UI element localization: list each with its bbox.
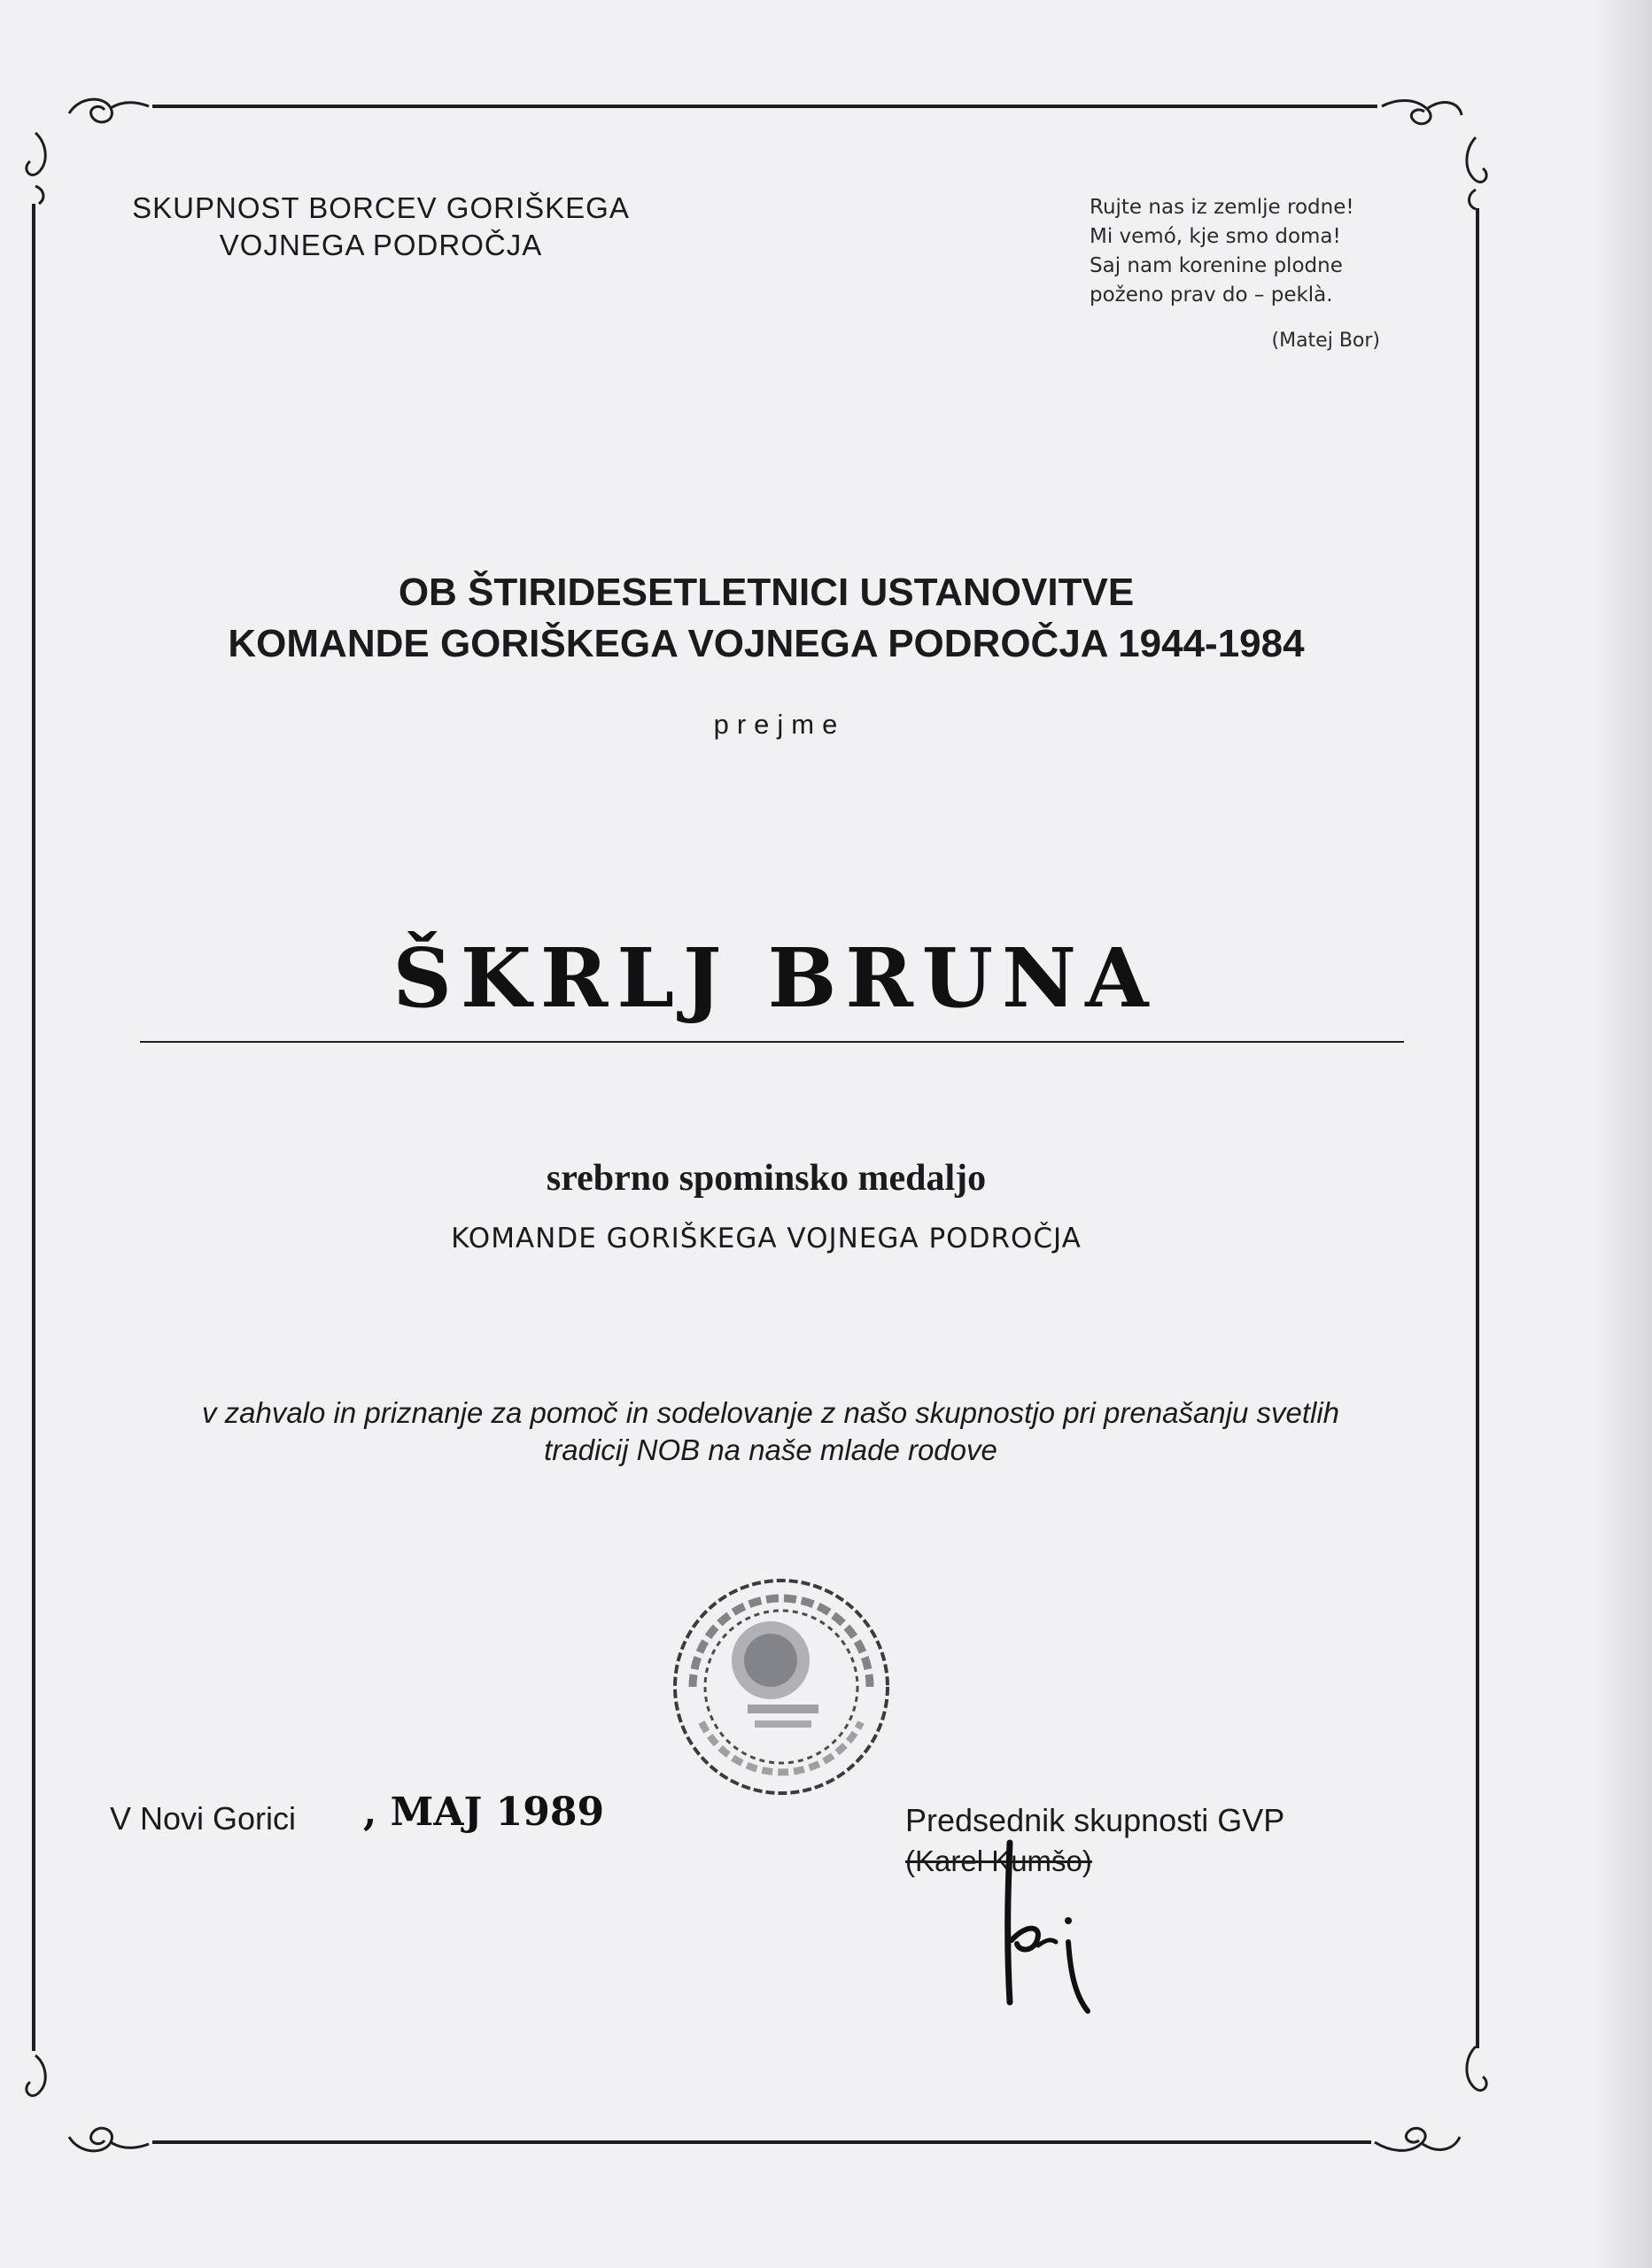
award-name: srebrno spominsko medaljo <box>546 1158 987 1199</box>
certificate-title <box>89 567 1444 670</box>
organization-name <box>71 190 691 264</box>
corner-ornament-bottom-right <box>1375 2047 1486 2150</box>
epigraph <box>1090 193 1408 310</box>
recipient-name: ŠKRLJ BRUNA <box>392 930 1158 1026</box>
epigraph-line: poženo prav do – peklà. <box>1090 284 1333 307</box>
president-name-struck: (Karel Kumšo) <box>905 1845 1092 1877</box>
epigraph-line: Mi vemó, kje smo doma! <box>1090 225 1341 248</box>
award-issuer: KOMANDE GORIŠKEGA VOJNEGA PODROČJA <box>451 1223 1082 1254</box>
handwritten-date: , MAJ 1989 <box>363 1790 605 1835</box>
gratitude-line-1: v zahvalo in priznanje za pomoč in sodelovanje z našo skupnostjo pri prenašanju svetlih <box>201 1396 1340 1429</box>
president-title: Predsednik skupnosti GVP <box>905 1802 1285 1838</box>
place-label: V Novi Gorici <box>110 1800 297 1837</box>
official-stamp <box>666 1572 896 1802</box>
handwritten-signature <box>992 1834 1116 2020</box>
gratitude-line-2: tradicij NOB na naše mlade rodove <box>544 1433 997 1466</box>
organization-line-1: SKUPNOST BORCEV GORIŠKEGA <box>132 191 630 224</box>
epigraph-line: Rujte nas iz zemlje rodne! <box>1090 196 1354 219</box>
receives-label: prejme <box>713 709 846 740</box>
organization-line-2: VOJNEGA PODROČJA <box>219 229 543 261</box>
gratitude-text <box>80 1394 1462 1469</box>
title-line-2: KOMANDE GORIŠKEGA VOJNEGA PODROČJA 1944-1984 <box>228 622 1305 665</box>
epigraph-author: (Matej Bor) <box>1271 330 1380 352</box>
name-underline <box>140 1041 1404 1043</box>
corner-ornament-bottom-left <box>27 2055 149 2151</box>
title-line-1: OB ŠTIRIDESETLETNICI USTANOVITVE <box>398 571 1135 614</box>
corner-ornament-top-left <box>27 99 149 204</box>
epigraph-line: Saj nam korenine plodne <box>1090 254 1343 277</box>
